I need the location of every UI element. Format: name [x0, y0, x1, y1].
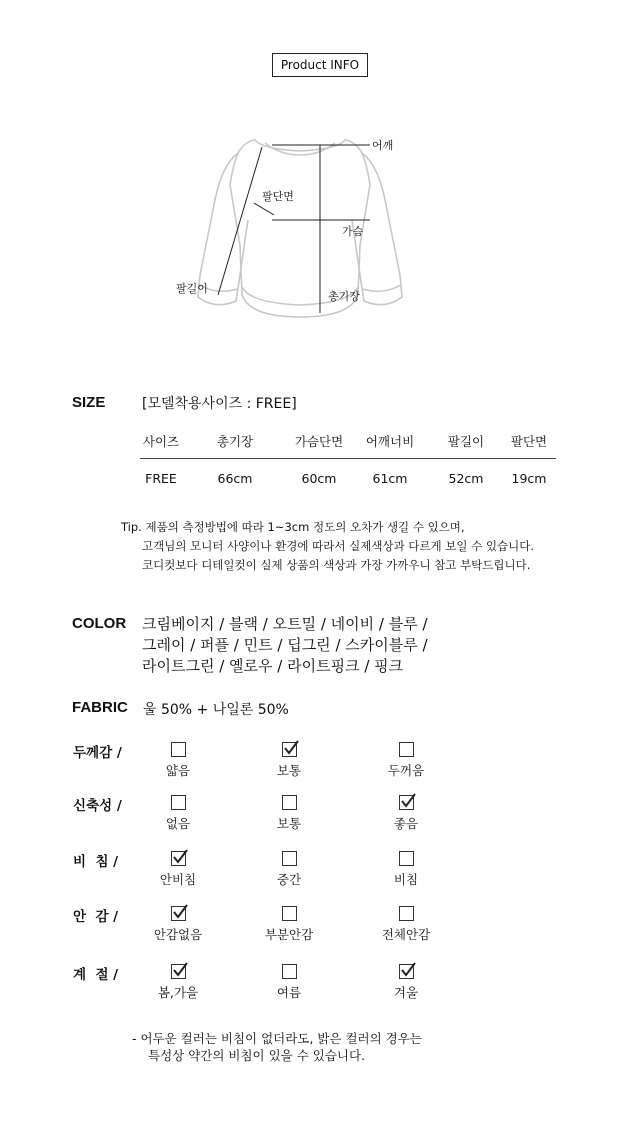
size-table-header	[140, 424, 556, 459]
note-line: - 어두운 컬러는 비침이 없더라도, 밝은 컬러의 경우는	[132, 1031, 422, 1046]
property-option	[239, 742, 339, 779]
option-label: 안비침	[159, 872, 197, 887]
property-option	[356, 742, 456, 779]
option-label: 겨울	[393, 985, 419, 1000]
sleeve-length-label: 팔길이	[176, 282, 208, 295]
shoulder-label: 어깨	[372, 139, 394, 152]
property-option	[239, 906, 339, 943]
size-table	[140, 424, 556, 497]
property-label: 계 절 /	[73, 967, 119, 983]
property-option	[239, 795, 339, 832]
property-label: 두께감 /	[73, 745, 122, 761]
table-cell: 61cm	[372, 470, 408, 486]
tip-line: Tip. 제품의 측정방법에 따라 1~3cm 정도의 오차가 생길 수 있으며,	[121, 520, 465, 534]
table-row	[140, 459, 556, 498]
property-option	[128, 906, 228, 943]
property-option	[239, 964, 339, 1001]
property-label: 신축성 /	[73, 798, 122, 814]
tip-line: 코디컷보다 디테일컷이 실제 상품의 색상과 가장 가까우니 참고 부탁드립니다.	[142, 558, 531, 572]
option-label: 보통	[276, 816, 302, 831]
property-option	[356, 795, 456, 832]
measurement-diagram	[170, 125, 430, 325]
property-label: 비 침 /	[73, 854, 119, 870]
checked-checkbox-icon	[399, 795, 414, 810]
option-label: 안감없음	[153, 927, 203, 942]
property-option	[128, 795, 228, 832]
option-label: 봄,가을	[157, 985, 199, 1000]
property-option	[128, 742, 228, 779]
checkbox-icon	[171, 795, 186, 810]
column-header: 가슴단면	[288, 424, 350, 459]
product-info-label: Product INFO	[272, 53, 368, 77]
property-option	[239, 851, 339, 888]
checkbox-icon	[399, 906, 414, 921]
option-label: 두꺼움	[387, 763, 425, 778]
measurement-tips	[121, 518, 534, 575]
property-label: 안 감 /	[73, 909, 119, 925]
property-option	[128, 851, 228, 888]
checkbox-icon	[282, 851, 297, 866]
checkbox-icon	[171, 742, 186, 757]
color-line: 그레이 / 퍼플 / 민트 / 딥그린 / 스카이블루 /	[142, 636, 428, 654]
option-label: 좋음	[393, 816, 419, 831]
property-option	[356, 906, 456, 943]
sweater-illustration	[170, 125, 430, 325]
checkbox-icon	[282, 906, 297, 921]
option-label: 비침	[393, 872, 419, 887]
fabric-value: 울 50% + 나일론 50%	[143, 702, 289, 718]
option-label: 중간	[276, 872, 302, 887]
total-length-label: 총기장	[328, 290, 360, 303]
property-option	[356, 851, 456, 888]
table-cell: 52cm	[448, 470, 484, 486]
option-label: 얇음	[165, 763, 191, 778]
property-option	[128, 964, 228, 1001]
see-through-note	[132, 1030, 422, 1064]
table-cell: 19cm	[511, 470, 547, 486]
color-title: COLOR	[72, 615, 127, 632]
table-cell: 66cm	[217, 470, 253, 486]
column-header: 어깨너비	[350, 424, 430, 459]
checkbox-icon	[399, 742, 414, 757]
column-header: 팔단면	[502, 424, 556, 459]
color-list	[142, 614, 428, 677]
color-line: 라이트그린 / 옐로우 / 라이트핑크 / 핑크	[142, 657, 404, 675]
chest-label: 가슴	[342, 225, 364, 238]
checked-checkbox-icon	[171, 851, 186, 866]
option-label: 여름	[276, 985, 302, 1000]
checked-checkbox-icon	[171, 964, 186, 979]
checked-checkbox-icon	[171, 906, 186, 921]
color-line: 크림베이지 / 블랙 / 오트밀 / 네이비 / 블루 /	[142, 615, 428, 633]
column-header: 사이즈	[140, 424, 182, 459]
checkbox-icon	[399, 851, 414, 866]
checkbox-icon	[282, 795, 297, 810]
note-line: 특성상 약간의 비침이 있을 수 있습니다.	[148, 1048, 366, 1063]
column-header: 팔길이	[430, 424, 502, 459]
model-size: [모델착용사이즈 : FREE]	[142, 396, 297, 412]
column-header: 총기장	[182, 424, 288, 459]
table-cell: 60cm	[301, 470, 337, 486]
checkbox-icon	[282, 964, 297, 979]
option-label: 전체안감	[381, 927, 431, 942]
sleeve-width-label: 팔단면	[262, 190, 294, 203]
option-label: 보통	[276, 763, 302, 778]
fabric-title: FABRIC	[72, 699, 128, 716]
option-label: 없음	[165, 816, 191, 831]
checked-checkbox-icon	[399, 964, 414, 979]
table-cell: FREE	[145, 470, 177, 486]
checked-checkbox-icon	[282, 742, 297, 757]
size-title: SIZE	[72, 394, 106, 411]
property-option	[356, 964, 456, 1001]
option-label: 부분안감	[264, 927, 314, 942]
tip-line: 고객님의 모니터 사양이나 환경에 따라서 실제색상과 다르게 보일 수 있습니다.	[142, 539, 535, 553]
